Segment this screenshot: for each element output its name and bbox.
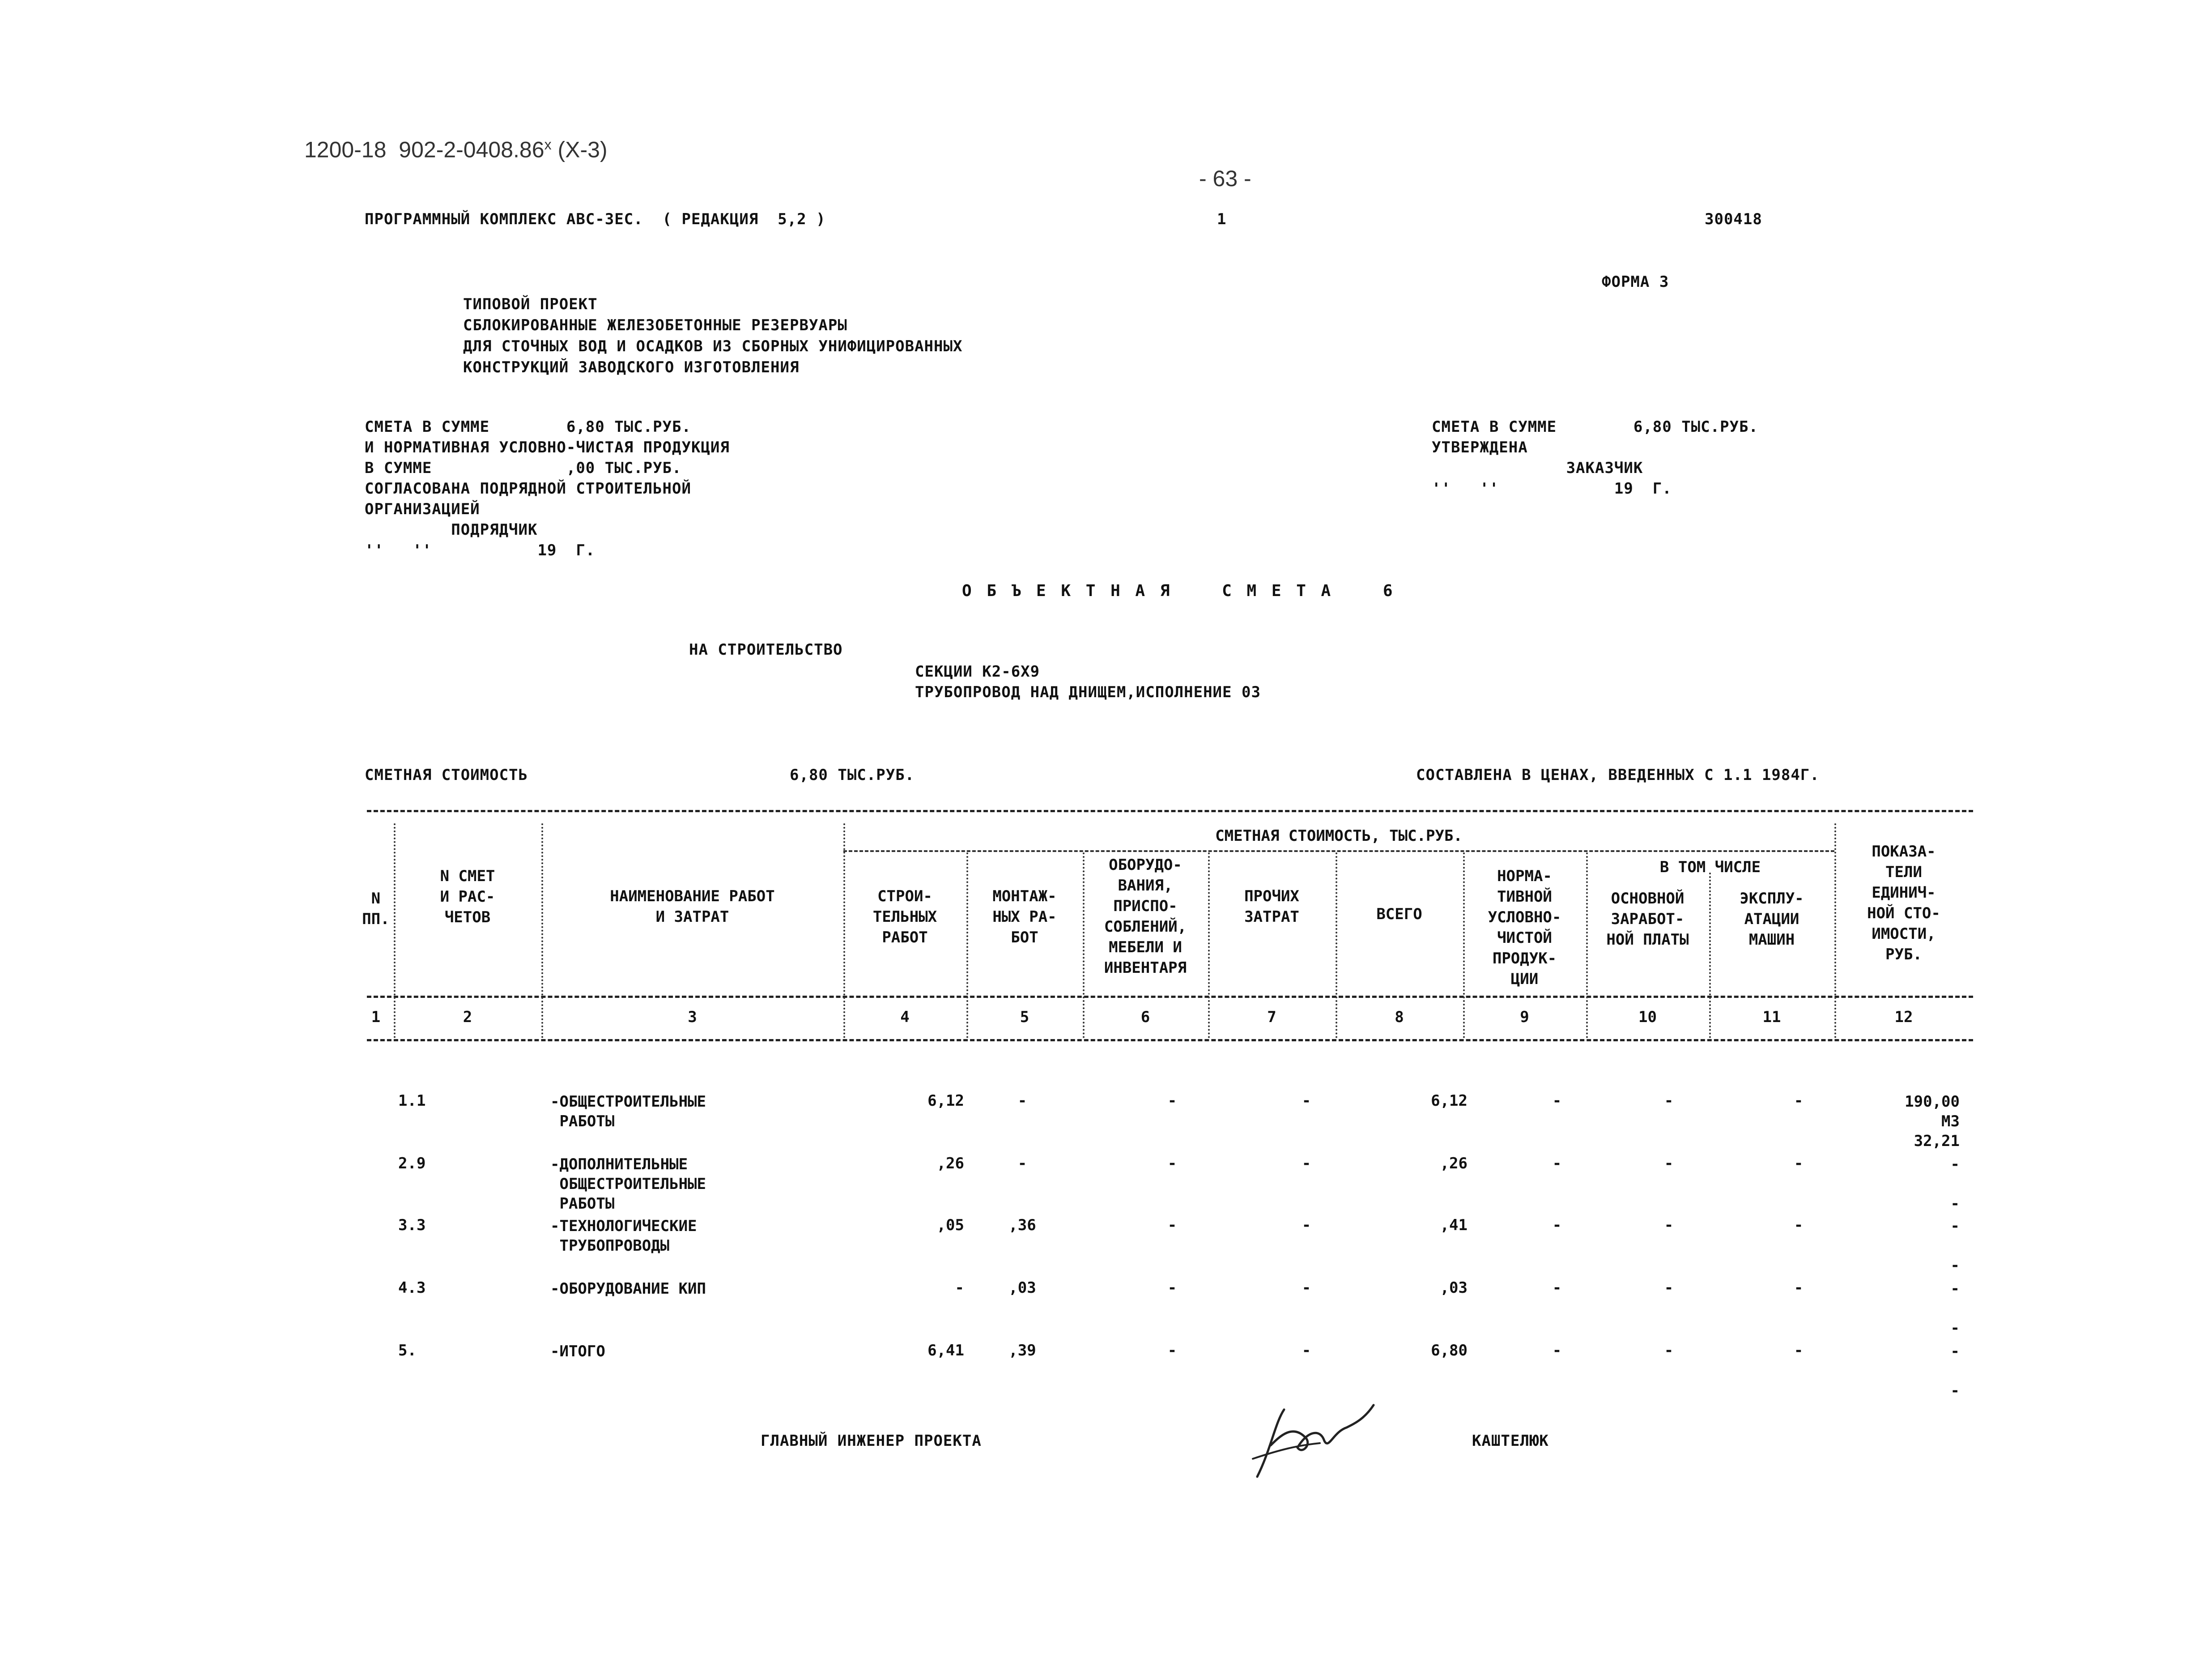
approval-line: СМЕТА В СУММЕ 6,80 ТЫС.РУБ. xyxy=(1432,418,1758,436)
column-number: 11 xyxy=(1762,1008,1781,1026)
column-header: ОБОРУДО- ВАНИЯ, ПРИСПО- СОБЛЕНИЙ, МЕБЕЛИ И ИНВЕНТАРЯ xyxy=(1104,856,1187,977)
row-number: 4.3 xyxy=(398,1279,426,1297)
column-number: 7 xyxy=(1267,1008,1276,1026)
approval-line: ПОДРЯДЧИК xyxy=(365,521,538,539)
row-name: -ОБЩЕСТРОИТЕЛЬНЫЕ РАБОТЫ xyxy=(550,1093,706,1130)
row-name: -ДОПОЛНИТЕЛЬНЫЕ ОБЩЕСТРОИТЕЛЬНЫЕ РАБОТЫ xyxy=(550,1155,706,1213)
row-number: 2.9 xyxy=(398,1155,426,1172)
cell-wages: - xyxy=(1664,1279,1674,1297)
chief-engineer-name: КАШТЕЛЮК xyxy=(1472,1432,1549,1450)
cell-construction: - xyxy=(955,1279,964,1297)
cell-unit-indicator: - - xyxy=(1950,1217,1960,1274)
cell-machines: - xyxy=(1794,1155,1804,1172)
cell-machines: - xyxy=(1794,1216,1804,1234)
row-number: 3.3 xyxy=(398,1216,426,1234)
cell-total: ,26 xyxy=(1440,1155,1468,1172)
group-header: СМЕТНАЯ СТОИМОСТЬ, ТЫС.РУБ. xyxy=(1215,827,1463,845)
column-header: НАИМЕНОВАНИЕ РАБОТ И ЗАТРАТ xyxy=(610,887,775,926)
cell-machines: - xyxy=(1794,1342,1804,1359)
approval-line: '' '' 19 Г. xyxy=(365,541,596,559)
column-header: ОСНОВНОЙ ЗАРАБОТ- НОЙ ПЛАТЫ xyxy=(1606,890,1689,949)
cell-other: - xyxy=(1302,1342,1311,1359)
cell-wages: - xyxy=(1664,1216,1674,1234)
table-rule xyxy=(367,1039,1973,1041)
cell-other: - xyxy=(1302,1155,1311,1172)
project-line: КОНСТРУКЦИЙ ЗАВОДСКОГО ИЗГОТОВЛЕНИЯ xyxy=(463,358,800,376)
approval-line: ЗАКАЗЧИК xyxy=(1432,459,1643,477)
row-number: 5. xyxy=(398,1342,417,1359)
estimated-cost-value: 6,80 ТЫС.РУБ. xyxy=(790,766,915,784)
cell-construction: ,05 xyxy=(936,1216,964,1234)
cell-unit-indicator: 190,00 М3 32,21 xyxy=(1905,1093,1960,1150)
row-name: -ОБОРУДОВАНИЕ КИП xyxy=(550,1280,706,1298)
cell-other: - xyxy=(1302,1216,1311,1234)
column-number: 6 xyxy=(1140,1008,1150,1026)
cell-installation: ,36 xyxy=(1008,1216,1036,1234)
object-line: СЕКЦИИ К2-6Х9 xyxy=(915,663,1040,681)
estimated-cost-label: СМЕТНАЯ СТОИМОСТЬ xyxy=(365,766,528,784)
approval-line: И НОРМАТИВНАЯ УСЛОВНО-ЧИСТАЯ ПРОДУКЦИЯ xyxy=(365,439,730,456)
project-description xyxy=(463,273,962,399)
column-number: 3 xyxy=(688,1008,697,1026)
column-number: 2 xyxy=(463,1008,472,1026)
column-header: N СМЕТ И РАС- ЧЕТОВ xyxy=(440,867,495,926)
sub-group-header: В ТОМ ЧИСЛЕ xyxy=(1659,858,1761,876)
cell-unit-indicator: - - xyxy=(1950,1155,1960,1213)
contractor-approval-block xyxy=(365,396,730,581)
price-basis: СОСТАВЛЕНА В ЦЕНАХ, ВВЕДЕННЫХ С 1.1 1984Г. xyxy=(1416,766,1820,784)
column-header: ЭКСПЛУ- АТАЦИИ МАШИН xyxy=(1740,890,1804,949)
object-line: ТРУБОПРОВОД НАД ДНИЩЕМ,ИСПОЛНЕНИЕ 03 xyxy=(915,683,1261,701)
customer-approval-block xyxy=(1432,396,1758,520)
cell-wages: - xyxy=(1664,1092,1674,1110)
cell-unit-indicator: - - xyxy=(1950,1342,1960,1400)
cell-other: - xyxy=(1302,1279,1311,1297)
cell-equipment: - xyxy=(1167,1092,1177,1110)
signature-mark xyxy=(1244,1396,1378,1486)
column-number: 1 xyxy=(371,1008,381,1026)
cell-equipment: - xyxy=(1167,1342,1177,1359)
approval-line: '' '' 19 Г. xyxy=(1432,480,1672,498)
cell-net-product: - xyxy=(1552,1155,1562,1172)
project-line: ТИПОВОЙ ПРОЕКТ xyxy=(463,295,598,313)
cell-net-product: - xyxy=(1552,1092,1562,1110)
row-name: -ИТОГО xyxy=(550,1342,605,1360)
cell-wages: - xyxy=(1664,1155,1674,1172)
construction-label: НА СТРОИТЕЛЬСТВО xyxy=(689,641,843,659)
program-name: ПРОГРАММНЫЙ КОМПЛЕКС АВС-ЗЕС. ( РЕДАКЦИЯ 5,2 ) xyxy=(365,210,826,228)
column-divider xyxy=(394,823,396,1038)
page-number: - 63 - xyxy=(1199,166,1251,191)
estimate-title: О Б Ъ Е К Т Н А Я С М Е Т А 6 xyxy=(962,582,1395,600)
cell-net-product: - xyxy=(1552,1279,1562,1297)
column-header: ВСЕГО xyxy=(1376,905,1422,923)
column-header: МОНТАЖ- НЫХ РА- БОТ xyxy=(992,887,1057,946)
chief-engineer-label: ГЛАВНЫЙ ИНЖЕНЕР ПРОЕКТА xyxy=(761,1432,982,1450)
cell-construction: 6,41 xyxy=(927,1342,964,1359)
column-header: НОРМА- ТИВНОЙ УСЛОВНО- ЧИСТОЙ ПРОДУК- ЦИИ xyxy=(1488,867,1561,988)
cell-unit-indicator: - - xyxy=(1950,1280,1960,1337)
document-code: 1200-18 902-2-0408.86$^x$ (X-3) xyxy=(304,136,608,162)
project-line: ДЛЯ СТОЧНЫХ ВОД И ОСАДКОВ ИЗ СБОРНЫХ УНИФИЦИРОВАННЫХ xyxy=(463,337,963,355)
cell-wages: - xyxy=(1664,1342,1674,1359)
sheet-number: 1 xyxy=(1217,210,1227,228)
group-header-rule xyxy=(843,850,1834,852)
cell-total: ,03 xyxy=(1440,1279,1468,1297)
cell-total: ,41 xyxy=(1440,1216,1468,1234)
approval-line: ОРГАНИЗАЦИЕЙ xyxy=(365,500,480,518)
cell-machines: - xyxy=(1794,1092,1804,1110)
column-number: 9 xyxy=(1520,1008,1529,1026)
form-label: ФОРМА 3 xyxy=(1602,273,1669,291)
project-line: СБЛОКИРОВАННЫЕ ЖЕЛЕЗОБЕТОННЫЕ РЕЗЕРВУАРЫ xyxy=(463,316,847,334)
cell-other: - xyxy=(1302,1092,1311,1110)
column-number: 10 xyxy=(1638,1008,1657,1026)
column-header: ПОКАЗА- ТЕЛИ ЕДИНИЧ- НОЙ СТО- ИМОСТИ, РУБ. xyxy=(1867,843,1940,963)
column-number: 12 xyxy=(1894,1008,1913,1026)
row-name: -ТЕХНОЛОГИЧЕСКИЕ ТРУБОПРОВОДЫ xyxy=(550,1217,697,1255)
cell-installation: - xyxy=(1017,1092,1027,1110)
cell-net-product: - xyxy=(1552,1342,1562,1359)
cell-construction: ,26 xyxy=(936,1155,964,1172)
construction-object xyxy=(915,641,1261,723)
cell-installation: ,39 xyxy=(1008,1342,1036,1359)
cell-machines: - xyxy=(1794,1279,1804,1297)
approval-line: СОГЛАСОВАНА ПОДРЯДНОЙ СТРОИТЕЛЬНОЙ xyxy=(365,480,691,498)
column-number: 8 xyxy=(1395,1008,1404,1026)
cell-equipment: - xyxy=(1167,1216,1177,1234)
cell-net-product: - xyxy=(1552,1216,1562,1234)
cell-construction: 6,12 xyxy=(927,1092,964,1110)
column-number: 5 xyxy=(1020,1008,1029,1026)
approval-line: В СУММЕ ,00 ТЫС.РУБ. xyxy=(365,459,682,477)
approval-line: СМЕТА В СУММЕ 6,80 ТЫС.РУБ. xyxy=(365,418,691,436)
cell-installation: - xyxy=(1017,1155,1027,1172)
row-number: 1.1 xyxy=(398,1092,426,1110)
column-header: СТРОИ- ТЕЛЬНЫХ РАБОТ xyxy=(872,887,937,946)
column-number: 4 xyxy=(900,1008,910,1026)
cell-equipment: - xyxy=(1167,1279,1177,1297)
approval-line: УТВЕРЖДЕНА xyxy=(1432,439,1528,456)
cell-total: 6,80 xyxy=(1431,1342,1468,1359)
table-rule xyxy=(367,996,1973,998)
table-rule xyxy=(367,810,1973,812)
column-header: N ПП. xyxy=(362,890,390,928)
cell-installation: ,03 xyxy=(1008,1279,1036,1297)
column-divider xyxy=(541,823,543,1038)
cell-total: 6,12 xyxy=(1431,1092,1468,1110)
cell-equipment: - xyxy=(1167,1155,1177,1172)
document-number: 300418 xyxy=(1705,210,1762,228)
column-header: ПРОЧИХ ЗАТРАТ xyxy=(1244,887,1299,926)
